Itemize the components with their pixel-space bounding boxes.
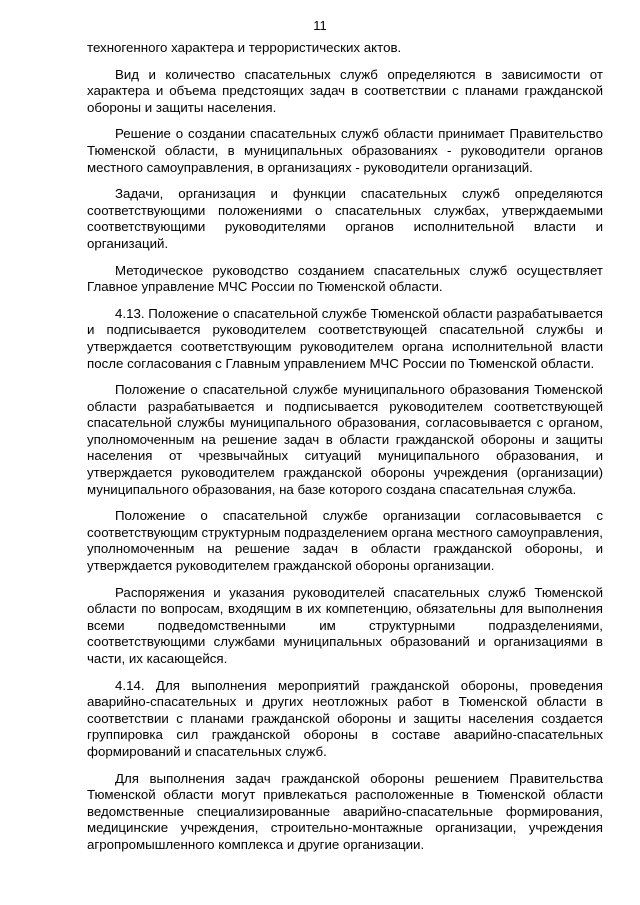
paragraph-continued: техногенного характера и террористических актов. [87,40,402,55]
paragraph: Задачи, организация и функции спасательных служб определяются соответствующими положениями о спасательных службах, утверждаемыми соответствующими руководителями органов исполнительной власти и организаций. [87,186,603,251]
paragraph: Решение о создании спасательных служб области принимает Правительство Тюменской области, в муниципальных образованиях - руководители органов местного самоуправления, в организациях - руководители организаций. [87,126,603,175]
page-number: 11 [313,18,327,33]
paragraph: Распоряжения и указания руководителей спасательных служб Тюменской области по вопросам, входящим в их компетенцию, обязательны для выполнения всеми подведомственными им структурными подразделениями, соответствующими службами муниципальных образований и организациями в части, их касающейся. [87,584,603,666]
paragraph: Положение о спасательной службе муниципального образования Тюменской области разрабатывается и подписывается руководителем соответствующей спасательной службы муниципального образования, согласовывается с органом, уполномоченным на решение задач в области гражданской обороны и защиты населения от чрезвычайных ситуаций муниципального образования, и утверждается руководителем гражданской обороны учреждения (организации) муниципального образования, на базе которого создана спасательная служба. [87,382,603,497]
paragraph: Положение о спасательной службе организации согласовывается с соответствующим структурным подразделением органа местного самоуправления, уполномоченным на решение задач в области гражданской обороны, и утверждается руководителем гражданской обороны организации. [87,508,603,574]
document-body [87,40,603,864]
paragraph: Вид и количество спасательных служб определяются в зависимости от характера и объема предстоящих задач в соответствии с планами гражданской обороны и защиты населения. [87,66,603,115]
paragraph-section-4-13: 4.13. Положение о спасательной службе Тюменской области разрабатывается и подписывается руководителем соответствующей спасательной службы и утверждается соответствующим руководителем органа исполнительной власти после согласования с Главным управлением МЧС России по Тюменской области. [87,305,604,371]
paragraph-section-4-14: 4.14. Для выполнения мероприятий гражданской обороны, проведения аварийно-спасательных и других неотложных работ в Тюменской области в соответствии с планами гражданской обороны и защиты населения создается группировка сил гражданской обороны в составе аварийно-спасательных формирований и спасательных служб. [87,677,603,759]
paragraph: Для выполнения задач гражданской обороны решением Правительства Тюменской области могут привлекаться расположенные в Тюменской области ведомственные специализированные аварийно-спасательные формирования, медицинские учреждения, строительно-монтажные организации, учреждения агропромышленного комплекса и другие организации. [87,770,603,852]
paragraph: Методическое руководство созданием спасательных служб осуществляет Главное управление МЧС России по Тюменской области. [87,262,603,295]
